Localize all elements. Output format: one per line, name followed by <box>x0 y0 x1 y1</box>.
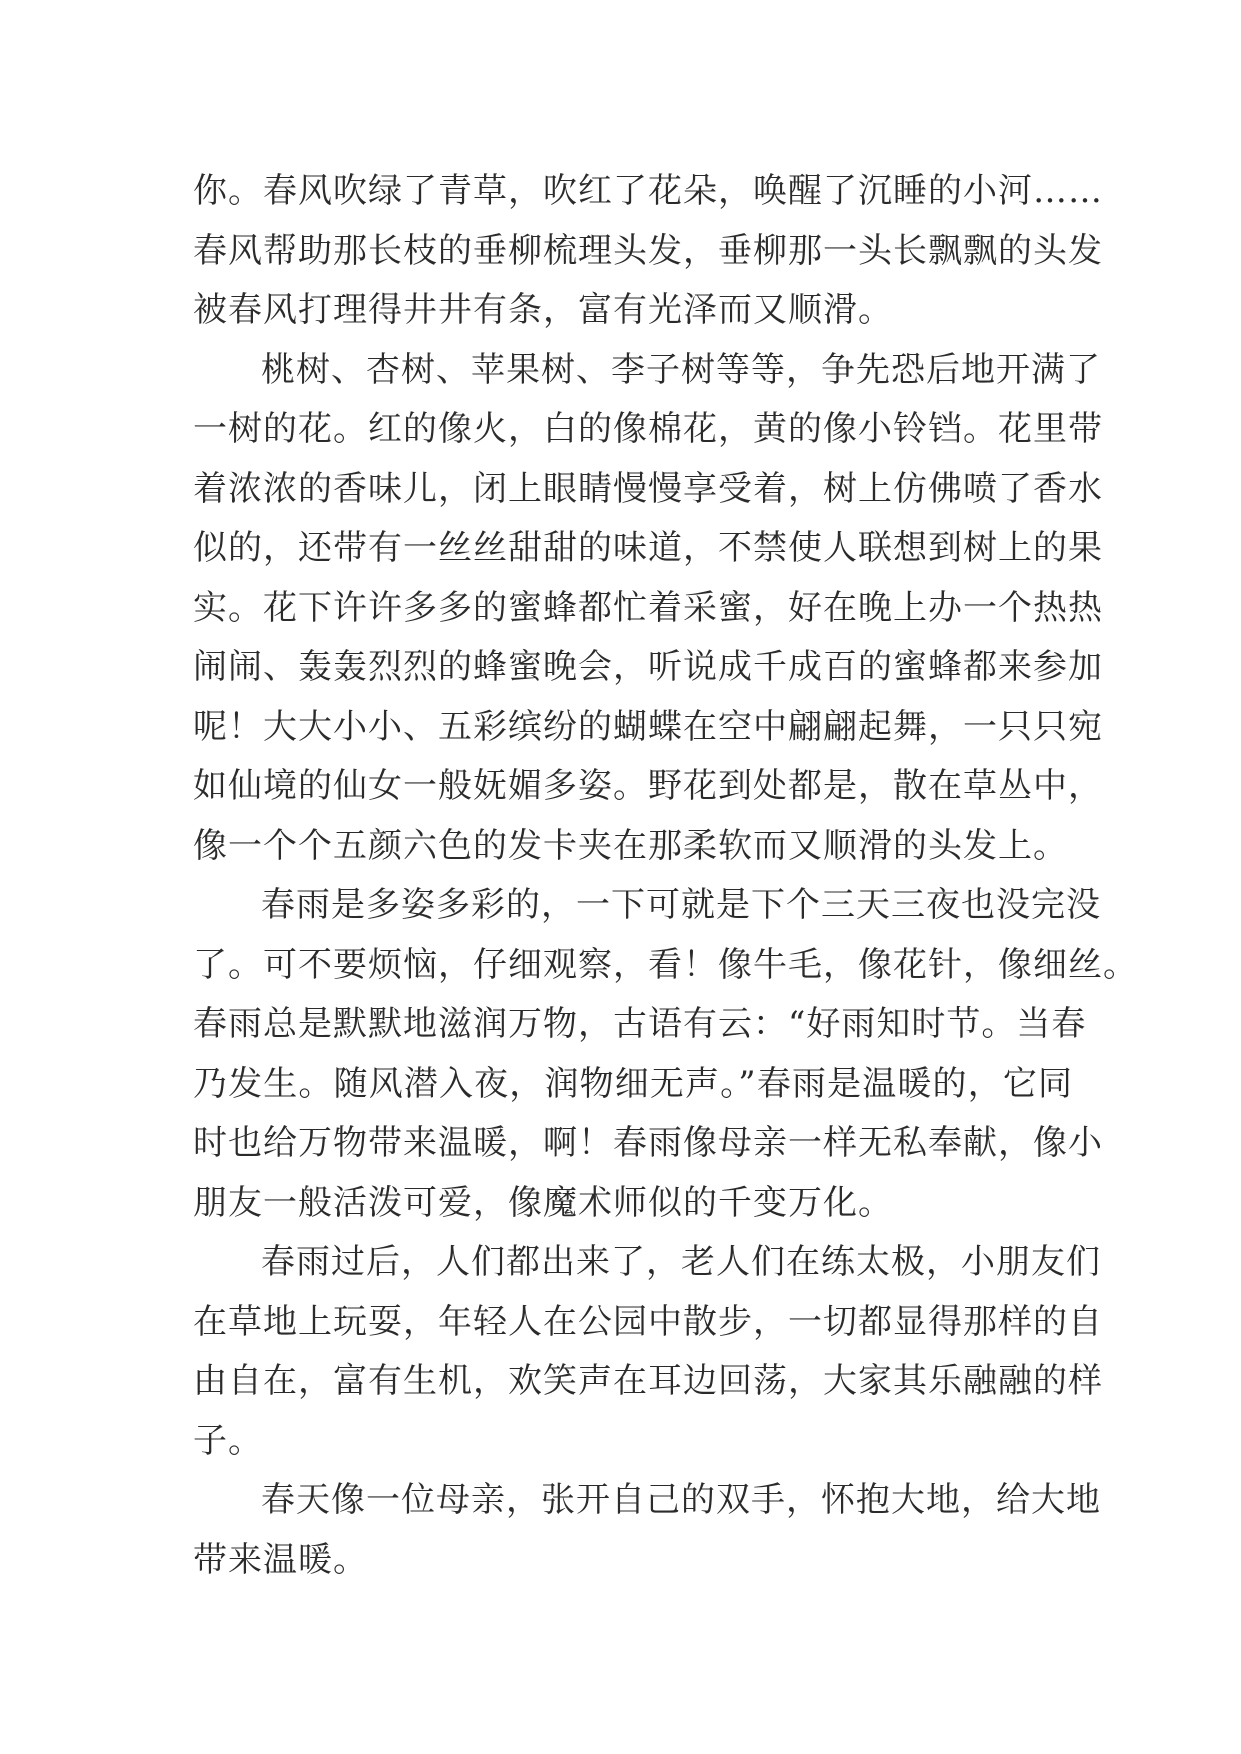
text-line: 时也给万物带来温暖，啊！春雨像母亲一样无私奉献，像小 <box>193 1123 1103 1163</box>
text-line: 实。花下许许多多的蜜蜂都忙着采蜜，好在晚上办一个热热 <box>193 587 1103 628</box>
text-line: 在草地上玩耍，年轻人在公园中散步，一切都显得那样的自 <box>193 1301 1103 1342</box>
text-line: 春雨是多姿多彩的，一下可就是下个三天三夜也没完没 <box>261 885 1101 925</box>
text-line: 被春风打理得井井有条，富有光泽而又顺滑。 <box>193 290 893 330</box>
paragraph <box>193 341 1103 877</box>
paragraph <box>193 876 1138 1233</box>
text-line: 桃树、杏树、苹果树、李子树等等，争先恐后地开满了 <box>261 349 1101 390</box>
text-line: 你。春风吹绿了青草，吹红了花朵，唤醒了沉睡的小河…… <box>193 171 1103 211</box>
text-line: 像一个个五颜六色的发卡夹在那柔软而又顺滑的头发上。 <box>193 825 1068 866</box>
text-line: 着浓浓的香味儿，闭上眼睛慢慢享受着，树上仿佛喷了香水 <box>193 468 1103 509</box>
paragraph <box>193 1233 1103 1471</box>
text-line: 由自在，富有生机，欢笑声在耳边回荡，大家其乐融融的样 <box>193 1361 1103 1401</box>
text-line: 了。可不要烦恼，仔细观察，看！像牛毛，像花针，像细丝。 <box>193 944 1138 985</box>
text-line: 闹闹、轰轰烈烈的蜂蜜晚会，听说成千成百的蜜蜂都来参加 <box>193 647 1103 687</box>
paragraph <box>193 1471 1101 1590</box>
text-line: 春雨过后，人们都出来了，老人们在练太极，小朋友们 <box>261 1242 1101 1282</box>
document-body <box>193 162 1138 1590</box>
text-line: 如仙境的仙女一般妩媚多姿。野花到处都是，散在草丛中， <box>193 766 1103 806</box>
text-line: 春风帮助那长枝的垂柳梳理头发，垂柳那一头长飘飘的头发 <box>193 230 1103 271</box>
text-line: 一树的花。红的像火，白的像棉花，黄的像小铃铛。花里带 <box>193 409 1103 449</box>
text-line: 呢！大大小小、五彩缤纷的蝴蝶在空中翩翩起舞，一只只宛 <box>193 706 1103 747</box>
text-line: 朋友一般活泼可爱，像魔术师似的千变万化。 <box>193 1182 893 1223</box>
text-line: 春天像一位母亲，张开自己的双手，怀抱大地，给大地 <box>261 1480 1101 1520</box>
text-line: 带来温暖。 <box>193 1539 368 1580</box>
text-line: 乃发生。随风潜入夜，润物细无声。”春雨是温暖的，它同 <box>193 1063 1073 1104</box>
text-line: 似的，还带有一丝丝甜甜的味道，不禁使人联想到树上的果 <box>193 528 1103 568</box>
paragraph <box>193 162 1103 341</box>
text-line: 子。 <box>193 1420 263 1461</box>
text-line: 春雨总是默默地滋润万物，古语有云：“好雨知时节。当春 <box>193 1004 1087 1044</box>
